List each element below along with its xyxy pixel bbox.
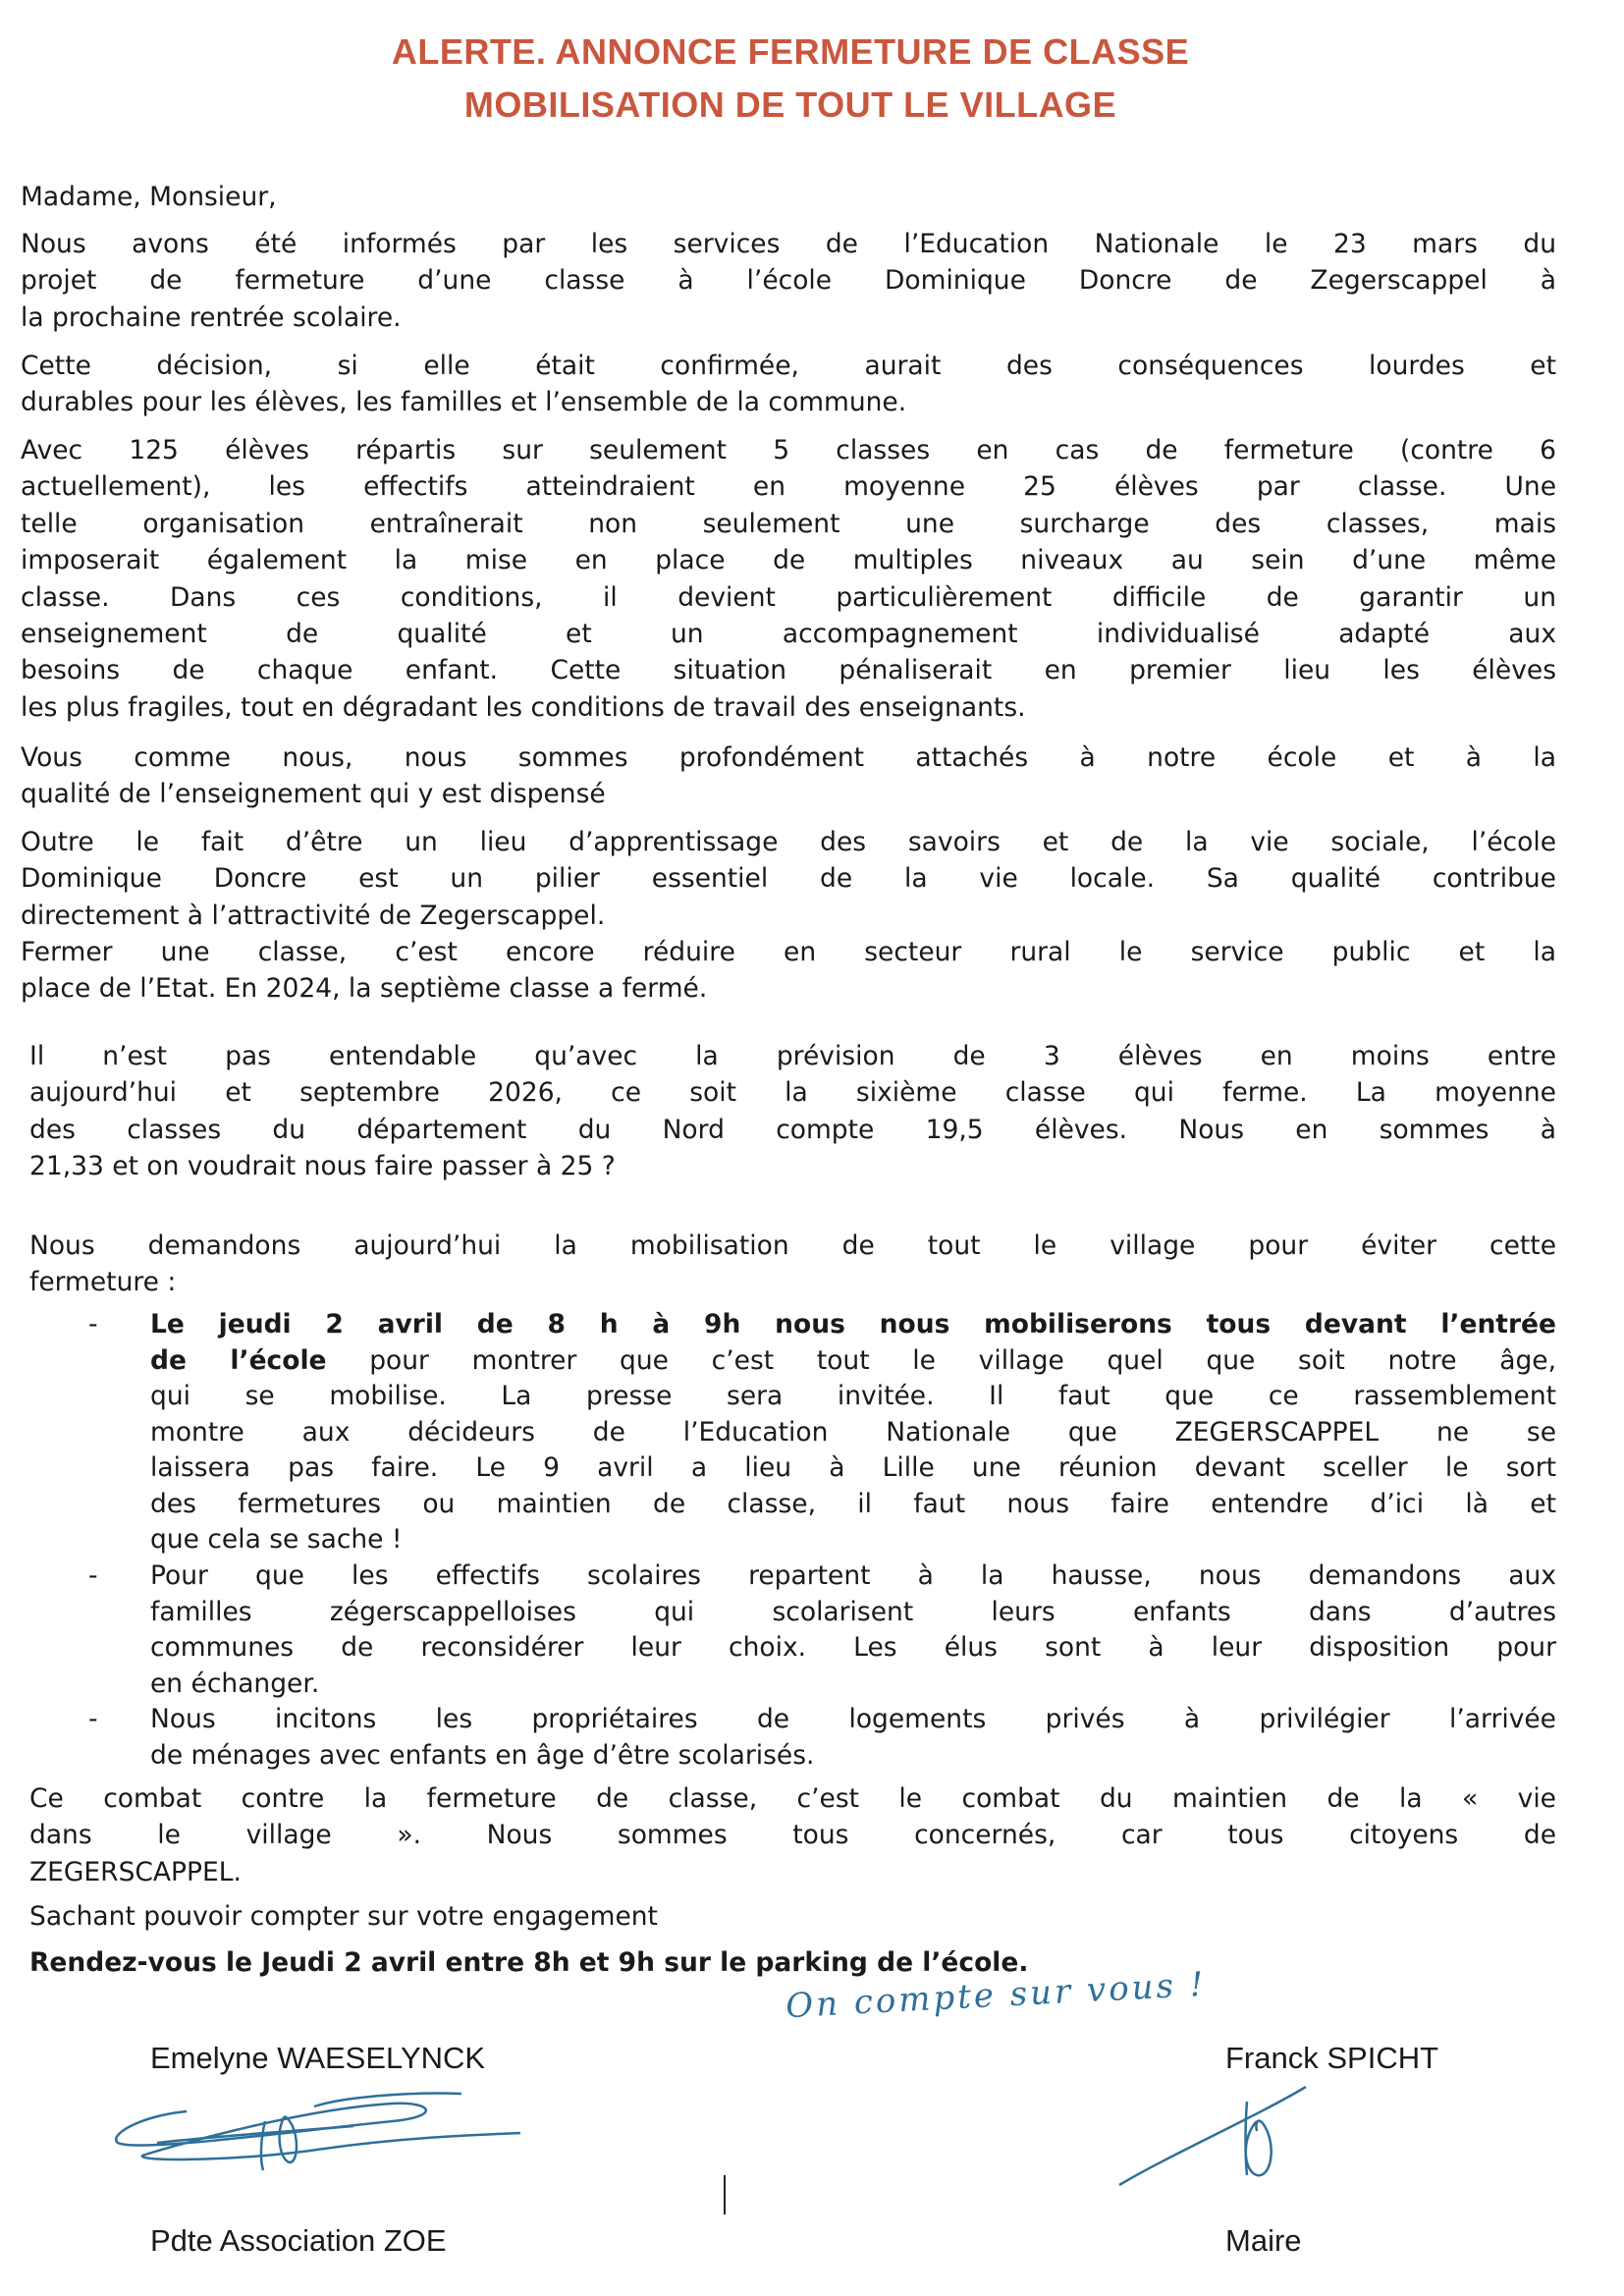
text-line: actuellement), les effectifs atteindraient en moyenne 25 élèves par classe. Une	[21, 471, 1556, 503]
signatory-name-1: Emelyne WAESELYNCK	[150, 2041, 486, 2075]
text-line: des classes du département du Nord compte 19,5 élèves. Nous en sommes à	[29, 1114, 1556, 1145]
text-line: que cela se sache !	[150, 1524, 403, 1555]
text-line: directement à l’attractivité de Zegerscappel.	[21, 900, 606, 931]
text-line: dans le village ». Nous sommes tous concernés, car tous citoyens de	[29, 1820, 1556, 1851]
text-line: communes de reconsidérer leur choix. Les élus sont à leur disposition pour	[150, 1632, 1556, 1663]
bullet-families	[88, 1558, 1556, 1702]
paragraph-numbers	[21, 432, 1556, 726]
text-line: Nous incitons les propriétaires de logements privés à privilégier l’arrivée	[150, 1704, 1556, 1734]
bullet-bold-text: de l’école	[150, 1344, 327, 1376]
text-line: enseignement de qualité et un accompagnement individualisé adapté aux	[21, 618, 1556, 649]
paragraph-averages	[29, 1038, 1556, 1185]
signatory-role-2: Maire	[1225, 2223, 1302, 2258]
text-line: Dominique Doncre est un pilier essentiel de la vie locale. Sa qualité contribue	[21, 863, 1556, 895]
text-line: Fermer une classe, c’est encore réduire en secteur rural le service public et la	[21, 937, 1556, 967]
text-line: Outre le fait d’être un lieu d’apprentissage des savoirs et de la vie sociale, l’école	[21, 827, 1556, 857]
handwritten-note: On compte sur vous !	[785, 1964, 1208, 2027]
paragraph-consequences	[21, 348, 1556, 421]
text-line: la prochaine rentrée scolaire.	[21, 301, 402, 333]
paragraph-village-life	[21, 824, 1556, 934]
text-line: place de l’Etat. En 2024, la septième classe a fermé.	[21, 973, 708, 1005]
rendezvous-text: Rendez-vous le Jeudi 2 avril entre 8h et 9h sur le parking de l’école.	[29, 1947, 1029, 1978]
signatory-role-1: Pdte Association ZOE	[150, 2223, 447, 2258]
paragraph-closing	[29, 1780, 1556, 1890]
bullet-dash: -	[88, 1309, 98, 1339]
paragraph-mobilisation	[29, 1228, 1556, 1301]
text-line: projet de fermeture d’une classe à l’école Dominique Doncre de Zegerscappel à	[21, 265, 1556, 297]
text-line: classe. Dans ces conditions, il devient particulièrement difficile de garantir un	[21, 581, 1556, 613]
text-line: fermeture :	[29, 1267, 177, 1298]
text-line: Nous demandons aujourd’hui la mobilisation de tout le village pour éviter cette	[29, 1230, 1556, 1261]
text-line: montre aux décideurs de l’Education Nationale que ZEGERSCAPPEL ne se	[150, 1416, 1556, 1448]
text-line: aujourd’hui et septembre 2026, ce soit la sixième classe qui ferme. La moyenne	[29, 1077, 1556, 1109]
signatory-name-2: Franck SPICHT	[1225, 2041, 1439, 2075]
text-line: familles zégerscappelloises qui scolarisent leurs enfants dans d’autres	[150, 1596, 1556, 1627]
text-line: 21,33 et on voudrait nous faire passer à 25 ?	[29, 1151, 616, 1182]
text-line: les plus fragiles, tout en dégradant les conditions de travail des enseignants.	[21, 691, 1026, 723]
text-line: Nous avons été informés par les services de l’Education Nationale le 23 mars du	[21, 229, 1556, 259]
text-line: de ménages avec enfants en âge d’être scolarisés.	[150, 1739, 815, 1771]
header-title-line2: MOBILISATION DE TOUT LE VILLAGE	[463, 84, 1117, 125]
text-line: en échanger.	[150, 1667, 320, 1699]
text-line: imposerait également la mise en place de multiples niveaux au sein d’une même	[21, 545, 1556, 576]
text-line: Vous comme nous, nous sommes profondément attachés à notre école et à la	[21, 742, 1556, 773]
salutation: Madame, Monsieur,	[21, 182, 277, 212]
paragraph-attachment	[21, 739, 1556, 813]
text-line: Avec 125 élèves répartis sur seulement 5 classes en cas de fermeture (contre 6	[21, 435, 1556, 465]
bullet-landlords	[88, 1702, 1556, 1774]
text-line: qui se mobilise. La presse sera invitée. Il faut que ce rassemblement	[150, 1381, 1556, 1411]
text-line: ZEGERSCAPPEL.	[29, 1856, 242, 1887]
bullet-dash: -	[88, 1704, 98, 1734]
bullet-gathering	[88, 1307, 1556, 1558]
bullet-text: pour montrer que c’est tout le village quel que soit notre âge,	[326, 1344, 1556, 1376]
text-line: durables pour les élèves, les familles et l’ensemble de la commune.	[21, 387, 907, 418]
paragraph-public-service	[21, 934, 1556, 1008]
bullet-bold-text: Le jeudi 2 avril de 8 h à 9h nous nous mobiliserons tous devant l’entrée	[150, 1309, 1556, 1339]
text-line: Cette décision, si elle était confirmée, aurait des conséquences lourdes et	[21, 351, 1556, 381]
text-line: Il n’est pas entendable qu’avec la prévision de 3 élèves en moins entre	[29, 1041, 1556, 1071]
text-line: qualité de l’enseignement qui y est dispensé	[21, 779, 606, 810]
text-line: Ce combat contre la fermeture de classe, c’est le combat du maintien de la « vie	[29, 1783, 1556, 1814]
paragraph-announcement	[21, 226, 1556, 336]
engagement-text: Sachant pouvoir compter sur votre engagement	[29, 1901, 658, 1932]
bullet-dash: -	[88, 1560, 98, 1591]
text-line: telle organisation entraînerait non seulement une surcharge des classes, mais	[21, 508, 1556, 539]
signature-waeselynck	[98, 2082, 648, 2180]
scan-mark	[722, 2175, 728, 2224]
text-line: besoins de chaque enfant. Cette situation pénaliserait en premier lieu les élèves	[21, 655, 1556, 686]
text-line: laissera pas faire. Le 9 avril a lieu à Lille une réunion devant sceller le sort	[150, 1452, 1556, 1483]
text-line: des fermetures ou maintien de classe, il faut nous faire entendre d’ici là et	[150, 1488, 1556, 1519]
signature-spicht	[1110, 2077, 1424, 2195]
header-title-line1: ALERTE. ANNONCE FERMETURE DE CLASSE	[391, 31, 1190, 72]
text-line: Pour que les effectifs scolaires repartent à la hausse, nous demandons aux	[150, 1560, 1556, 1591]
